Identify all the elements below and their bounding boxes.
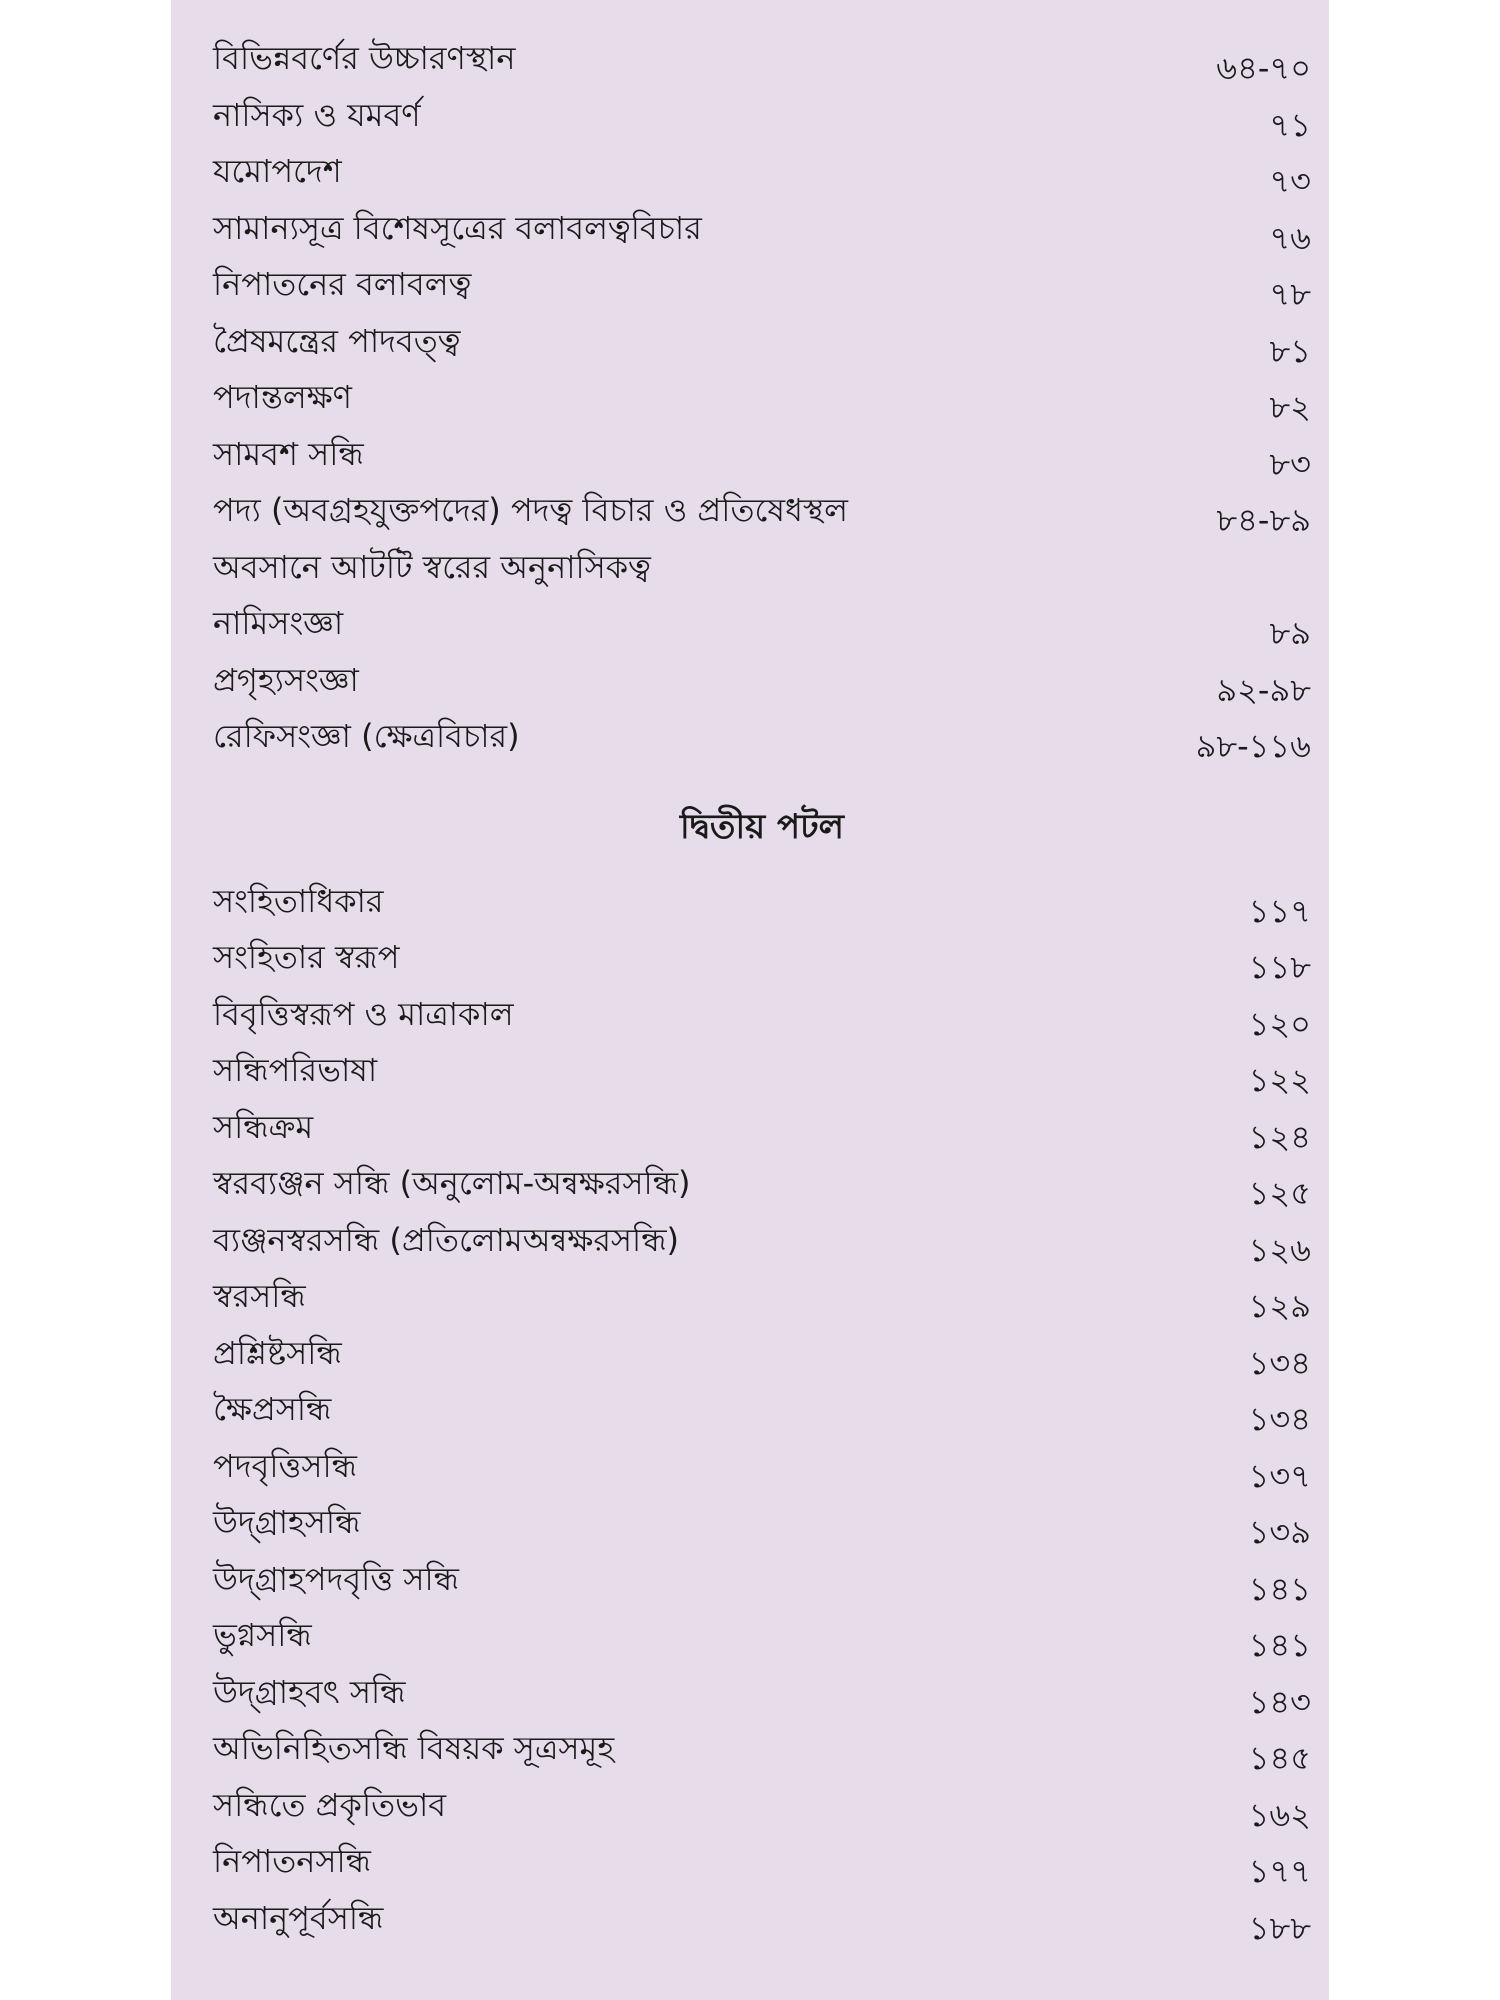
toc-entry-title: সংহিতার স্বরূপ [213, 938, 400, 976]
toc-entry-page-number: ১৭৭ [1248, 1852, 1311, 1890]
toc-entry-title: উদ্গ্রাহসন্ধি [213, 1503, 361, 1541]
toc-entry-page-number: ৭১ [1269, 105, 1311, 144]
toc-entry-title: প্রশ্লিষ্টসন্ধি [213, 1333, 342, 1372]
toc-entry-page-number: ৮৯ [1269, 614, 1311, 652]
toc-entry-title: নামিসংজ্ঞা [213, 604, 344, 642]
toc-entry [213, 1833, 1311, 1890]
toc-entry-page-number: ১১৮ [1248, 948, 1311, 986]
toc-entry-page-number: ৭৬ [1269, 218, 1311, 257]
toc-entry [213, 313, 1311, 370]
toc-entry-title: পদান্তলক্ষণ [213, 378, 352, 416]
table-of-contents [213, 30, 1311, 1946]
toc-entry-page-number: ১৩৪ [1248, 1343, 1311, 1382]
toc-entry-title: অবসানে আটটি স্বরের অনুনাসিকত্ব [213, 547, 651, 586]
toc-entry-title: বিভিন্নবর্ণের উচ্চারণস্থান [213, 39, 516, 77]
toc-entry-title: রেফিসংজ্ঞা (ক্ষেত্রবিচার) [213, 717, 520, 755]
toc-entry-title: নিপাতনসন্ধি [213, 1842, 372, 1880]
toc-entry [213, 1381, 1311, 1438]
toc-entry [213, 873, 1311, 930]
toc-entry-page-number: ১৩৯ [1248, 1513, 1311, 1551]
toc-entry [213, 1438, 1311, 1495]
toc-entry [213, 1664, 1311, 1721]
toc-entry-title: পদ্য (অবগ্রহযুক্তপদের) পদত্ব বিচার ও প্রতিষেধস্থল [213, 491, 848, 529]
toc-entry-title: উদ্গ্রাহপদবৃত্তি সন্ধি [213, 1559, 459, 1598]
toc-entry [213, 200, 1311, 257]
toc-entry [213, 708, 1311, 765]
toc-entry-title: সন্ধিতে প্রকৃতিভাব [213, 1785, 447, 1824]
toc-entry-title: সামান্যসূত্র বিশেষসূত্রের বলাবলত্ববিচার [213, 208, 702, 247]
toc-entry-page-number: ৭৩ [1269, 162, 1311, 200]
toc-entry-title: ভুগ্নসন্ধি [213, 1616, 312, 1654]
toc-entry-title: সন্ধিপরিভাষা [213, 1051, 378, 1089]
toc-entry [213, 482, 1311, 539]
toc-entry [213, 87, 1311, 144]
toc-entry [213, 1212, 1311, 1269]
toc-entry-title: অনানুপূর্বসন্ধি [213, 1898, 384, 1937]
toc-entry-title: ব্যঞ্জনস্বরসন্ধি (প্রতিলোমঅন্বক্ষরসন্ধি) [213, 1220, 680, 1259]
toc-entry [213, 595, 1311, 652]
toc-entry [213, 1325, 1311, 1382]
toc-entry [213, 1890, 1311, 1947]
toc-entry [213, 1720, 1311, 1777]
toc-entry-page-number: ১২৬ [1248, 1230, 1311, 1269]
book-page [171, 0, 1329, 2000]
toc-entry-title: যমোপদেশ [213, 152, 342, 190]
toc-entry [213, 1099, 1311, 1156]
section-heading: দ্বিতীয় পটল [680, 806, 844, 847]
toc-entry-title: পদবৃত্তিসন্ধি [213, 1446, 358, 1485]
toc-entry-page-number: ১২৯ [1248, 1287, 1311, 1325]
toc-entry-page-number: ১৪৫ [1248, 1739, 1311, 1777]
toc-entry [213, 1042, 1311, 1099]
toc-entry-page-number [1191, 539, 1311, 549]
toc-entry-page-number: ১৬২ [1248, 1795, 1311, 1834]
toc-entry-title: স্বরসন্ধি [213, 1277, 306, 1315]
toc-entry-page-number: ৮৩ [1269, 444, 1311, 483]
toc-entry-title: নাসিক্য ও যমবর্ণ [213, 95, 421, 134]
toc-entry [213, 929, 1311, 986]
toc-entry [213, 1155, 1311, 1212]
toc-entry-title: নিপাতনের বলাবলত্ব [213, 265, 472, 303]
toc-entry-title: সংহিতাধিকার [213, 881, 384, 920]
toc-entry-page-number: ৮৪-৮৯ [1216, 501, 1311, 539]
toc-entry-page-number: ৮২ [1269, 388, 1311, 426]
toc-entry [213, 1494, 1311, 1551]
toc-entry-title: স্বরব্যঞ্জন সন্ধি (অনুলোম-অন্বক্ষরসন্ধি) [213, 1164, 691, 1202]
toc-entry [213, 369, 1311, 426]
toc-entry-title: অভিনিহিতসন্ধি বিষয়ক সূত্রসমূহ [213, 1729, 615, 1767]
toc-entry-page-number: ৯৮-১১৬ [1195, 727, 1311, 765]
toc-entry-title: সামবশ সন্ধি [213, 434, 364, 473]
toc-entry-page-number: ১৪১ [1248, 1569, 1311, 1608]
toc-entry-title: প্রৈষমন্ত্রের পাদবত্ত্ব [213, 321, 461, 360]
toc-entry-page-number: ১১৭ [1248, 891, 1311, 930]
toc-entry-title: প্রগৃহ্যসংজ্ঞা [213, 660, 359, 699]
toc-entry [213, 143, 1311, 200]
toc-entry-title: সন্ধিক্রম [213, 1107, 314, 1146]
toc-entry [213, 539, 1311, 596]
toc-entry-page-number: ৭৮ [1269, 275, 1311, 313]
toc-entry [213, 1777, 1311, 1834]
toc-entry-page-number: ৯২-৯৮ [1216, 670, 1311, 709]
toc-entry-page-number: ৮১ [1269, 331, 1311, 370]
toc-entry [213, 986, 1311, 1043]
toc-entry-title: ক্ষৈপ্রসন্ধি [213, 1390, 332, 1428]
toc-entry-page-number: ১৩৭ [1248, 1456, 1311, 1495]
toc-entry-page-number: ১৮৮ [1248, 1908, 1311, 1947]
toc-entry-page-number: ১৪৩ [1248, 1682, 1311, 1721]
toc-entry-page-number: ১২০ [1248, 1004, 1311, 1043]
toc-entry-page-number: ১৩৪ [1248, 1400, 1311, 1438]
toc-entry-title: বিবৃত্তিস্বরূপ ও মাত্রাকাল [213, 994, 514, 1033]
toc-entry [213, 426, 1311, 483]
toc-entry [213, 30, 1311, 87]
toc-entry [213, 1551, 1311, 1608]
toc-entry [213, 1607, 1311, 1664]
toc-entry-page-number: ৬৪-৭০ [1216, 49, 1311, 87]
toc-entry [213, 256, 1311, 313]
toc-entry-title: উদ্গ্রাহবৎ সন্ধি [213, 1672, 406, 1711]
toc-entry-page-number: ১২৫ [1248, 1174, 1311, 1212]
second-section-list [213, 873, 1311, 1947]
toc-entry-page-number: ১৪১ [1248, 1626, 1311, 1664]
toc-entry [213, 1268, 1311, 1325]
toc-entry-page-number: ১২২ [1248, 1061, 1311, 1099]
toc-entry [213, 652, 1311, 709]
toc-entry-page-number: ১২৪ [1248, 1117, 1311, 1156]
first-section-list [213, 30, 1311, 765]
